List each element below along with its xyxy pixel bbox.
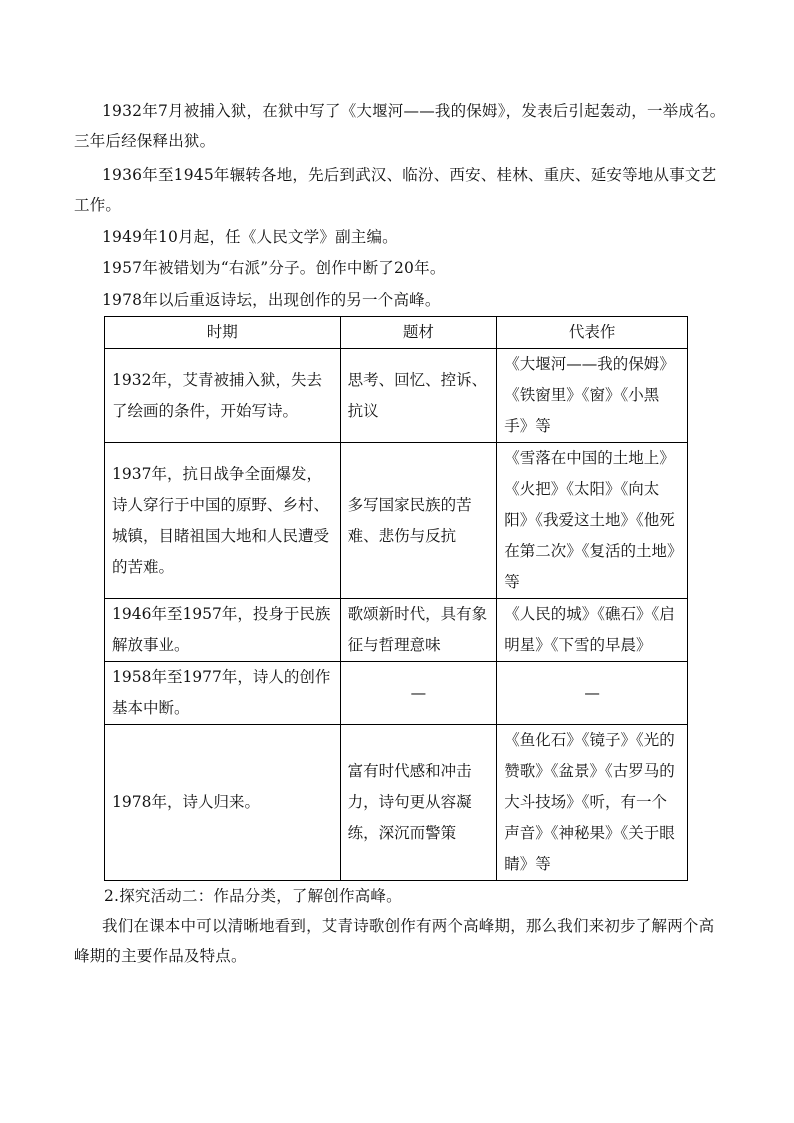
cell-works: 《鱼化石》《镜子》《光的赞歌》《盆景》《古罗马的大斗技场》《听，有一个声音》《神秘果》《关于眼睛》等 (497, 725, 688, 881)
chronology-table (104, 316, 688, 881)
header-works: 代表作 (497, 317, 688, 349)
cell-works: 《人民的城》《礁石》《启明星》《下雪的早晨》 (497, 599, 688, 662)
header-period: 时期 (105, 317, 341, 349)
cell-theme: 富有时代感和冲击力，诗句更从容凝练，深沉而警策 (340, 725, 497, 881)
cell-theme: — (340, 662, 497, 725)
cell-theme: 歌颂新时代，具有象征与哲理意味 (340, 599, 497, 662)
cell-works: 《大堰河——我的保姆》《铁窗里》《窗》《小黑手》等 (497, 349, 688, 443)
cell-period: 1946年至1957年，投身于民族解放事业。 (105, 599, 341, 662)
paragraph-1932: 1932年7月被捕入狱，在狱中写了《大堰河——我的保姆》，发表后引起轰动，一举成名。三年后经保释出狱。 (74, 102, 726, 150)
cell-works: — (497, 662, 688, 725)
paragraph-peaks-intro: 我们在课本中可以清晰地看到，艾青诗歌创作有两个高峰期，那么我们来初步了解两个高峰期的主要作品及特点。 (74, 917, 715, 965)
header-theme: 题材 (340, 317, 497, 349)
paragraph-1957: 1957年被错划为“右派”分子。创作中断了20年。 (102, 259, 446, 277)
table-row (105, 349, 688, 443)
cell-theme: 多写国家民族的苦难、悲伤与反抗 (340, 443, 497, 599)
paragraph-1949: 1949年10月起，任《人民文学》副主编。 (102, 228, 398, 246)
section-heading-activity-2: 2.探究活动二：作品分类，了解创作高峰。 (104, 887, 402, 905)
table-header-row (105, 317, 688, 349)
table-row (105, 599, 688, 662)
cell-period: 1932年，艾青被捕入狱，失去了绘画的条件，开始写诗。 (105, 349, 341, 443)
cell-period: 1978年，诗人归来。 (105, 725, 341, 881)
table-row (105, 662, 688, 725)
cell-period: 1937年，抗日战争全面爆发，诗人穿行于中国的原野、乡村、城镇，目睹祖国大地和人民遭受的苦难。 (105, 443, 341, 599)
cell-theme: 思考、回忆、控诉、抗议 (340, 349, 497, 443)
table-row (105, 443, 688, 599)
paragraph-1978: 1978年以后重返诗坛，出现创作的另一个高峰。 (102, 291, 441, 309)
cell-works: 《雪落在中国的土地上》《火把》《太阳》《向太阳》《我爱这土地》《他死在第二次》《复活的土地》等 (497, 443, 688, 599)
paragraph-1936: 1936年至1945年辗转各地，先后到武汉、临汾、西安、桂林、重庆、延安等地从事文艺工作。 (74, 166, 717, 214)
table-row (105, 725, 688, 881)
cell-period: 1958年至1977年，诗人的创作基本中断。 (105, 662, 341, 725)
